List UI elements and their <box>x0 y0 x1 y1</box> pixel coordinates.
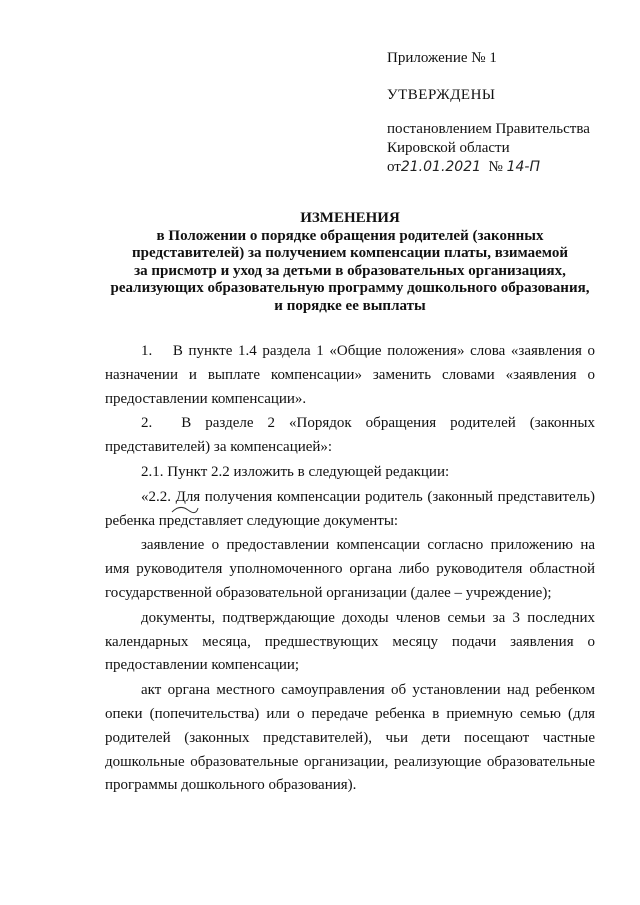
paragraph-2-1: 2.1. Пункт 2.2 изложить в следующей редакции: <box>141 463 450 480</box>
subtitle-line: за присмотр и уход за детьми в образовательных организациях, <box>134 262 566 279</box>
document-subtitle <box>100 228 600 315</box>
decree-reference <box>387 120 590 177</box>
document-body <box>105 340 595 798</box>
subtitle-line: в Положении о порядке обращения родителей (законных <box>156 228 544 244</box>
paragraph-2-2: «2.2. Для получения компенсации родитель (законный представитель) ребенка представляет следующие документы: <box>105 488 595 529</box>
decree-date: 21.01.2021 <box>400 159 482 175</box>
paragraph-income-documents: документы, подтверждающие доходы членов семьи за 3 последних календарных месяца, предшествующих месяцу подачи заявления о предоставлении компенсации; <box>105 609 595 674</box>
paragraph-guardianship-act: акт органа местного самоуправления об установлении над ребенком опеки (попечительства) или о передаче ребенка в приемную семью (для родителей (законных представителей), чьи дети посещают частные дошкольные образовательные организации, реализующие образовательные программы дошкольного образования). <box>105 682 595 794</box>
decree-date-prefix: от <box>387 159 401 175</box>
subtitle-line: представителей) за получением компенсации платы, взимаемой <box>132 245 568 262</box>
appendix-label: Приложение № 1 <box>387 50 497 66</box>
decree-line-1: постановлением Правительства <box>387 121 590 137</box>
decree-number-prefix: № <box>488 159 503 175</box>
decree-date-line <box>387 158 590 177</box>
paragraph-1: 1. В пункте 1.4 раздела 1 «Общие положения» слова «заявления о назначении и выплате компенсации» заменить словами «заявления о предоставлении компенсации». <box>105 343 595 407</box>
subtitle-line: и порядке ее выплаты <box>274 297 426 314</box>
approved-label: УТВЕРЖДЕНЫ <box>387 87 496 103</box>
decree-line-2: Кировской области <box>387 140 510 156</box>
document-title: ИЗМЕНЕНИЯ <box>300 210 400 226</box>
subtitle-line: реализующих образовательную программу дошкольного образования, <box>110 280 590 297</box>
decree-number: 14-П <box>506 159 540 175</box>
handwritten-mark <box>170 500 200 516</box>
paragraph-2: 2. В разделе 2 «Порядок обращения родителей (законных представителей) за компенсацией»: <box>105 415 595 456</box>
paragraph-application: заявление о предоставлении компенсации согласно приложению на имя руководителя уполномоченного органа либо руководителя областной государственной образовательной организации (далее – учреждение); <box>105 537 595 601</box>
